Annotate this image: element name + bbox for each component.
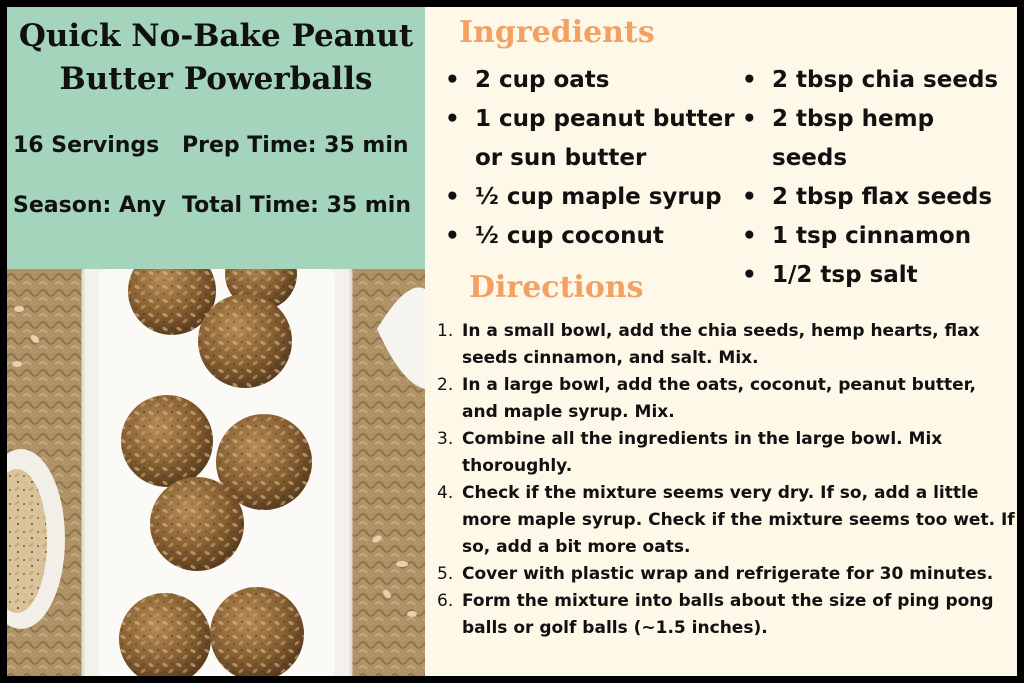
step-text: Cover with plastic wrap and refrigerate for 30 minutes. xyxy=(462,564,994,584)
ingredient-item: • 1 cup peanut butter or sun butter xyxy=(445,100,735,178)
step-number: 6. xyxy=(437,591,454,611)
recipe-header-panel xyxy=(7,7,425,269)
total-time: Total Time: 35 min xyxy=(182,193,412,218)
step-text: Combine all the ingredients in the large bowl. Mix thoroughly. xyxy=(462,429,943,476)
ingredient-item: • 2 tbsp flax seeds xyxy=(742,178,1017,217)
directions-heading: Directions xyxy=(469,270,644,305)
step-number: 2. xyxy=(437,375,454,395)
ingredient-item: • ½ cup coconut xyxy=(445,217,735,256)
step-number: 4. xyxy=(437,483,454,503)
recipe-title xyxy=(7,15,425,101)
direction-step xyxy=(437,318,1017,372)
season: Season: Any xyxy=(13,193,166,218)
ingredients-heading: Ingredients xyxy=(459,15,655,50)
direction-step xyxy=(437,480,1017,561)
recipe-title-line-1: Quick No-Bake Peanut xyxy=(18,18,414,54)
ingredient-item: • 2 tbsp chia seeds xyxy=(742,61,1017,100)
powerballs-photo-illustration xyxy=(7,269,425,676)
recipe-card xyxy=(7,7,1017,676)
direction-step xyxy=(437,588,1017,642)
directions-list xyxy=(437,318,1017,642)
ingredient-item: • 1/2 tsp salt xyxy=(742,256,1017,295)
direction-step xyxy=(437,561,1017,588)
prep-time: Prep Time: 35 min xyxy=(182,133,409,158)
step-text: In a small bowl, add the chia seeds, hemp hearts, flax seeds cinnamon, and salt. Mix. xyxy=(462,321,980,368)
ingredient-item: • 2 tbsp hemp seeds xyxy=(742,100,1017,178)
ingredient-item: • 1 tsp cinnamon xyxy=(742,217,1017,256)
step-text: In a large bowl, add the oats, coconut, peanut butter, and maple syrup. Mix. xyxy=(462,375,977,422)
recipe-photo xyxy=(7,269,425,676)
step-number: 1. xyxy=(437,321,454,341)
ingredients-list-col-1 xyxy=(445,61,735,256)
recipe-title-line-2: Butter Powerballs xyxy=(59,61,373,97)
step-text: Check if the mixture seems very dry. If so, add a little more maple syrup. Check if the mixture seems too wet. If so, add a bit more oats. xyxy=(462,483,1015,557)
direction-step xyxy=(437,426,1017,480)
ingredient-item: • 2 cup oats xyxy=(445,61,735,100)
step-number: 3. xyxy=(437,429,454,449)
step-number: 5. xyxy=(437,564,454,584)
step-text: Form the mixture into balls about the size of ping pong balls or golf balls (~1.5 inches). xyxy=(462,591,994,638)
servings: 16 Servings xyxy=(13,133,160,158)
ingredient-item: • ½ cup maple syrup xyxy=(445,178,735,217)
ingredients-list-col-2 xyxy=(742,61,1017,295)
direction-step xyxy=(437,372,1017,426)
